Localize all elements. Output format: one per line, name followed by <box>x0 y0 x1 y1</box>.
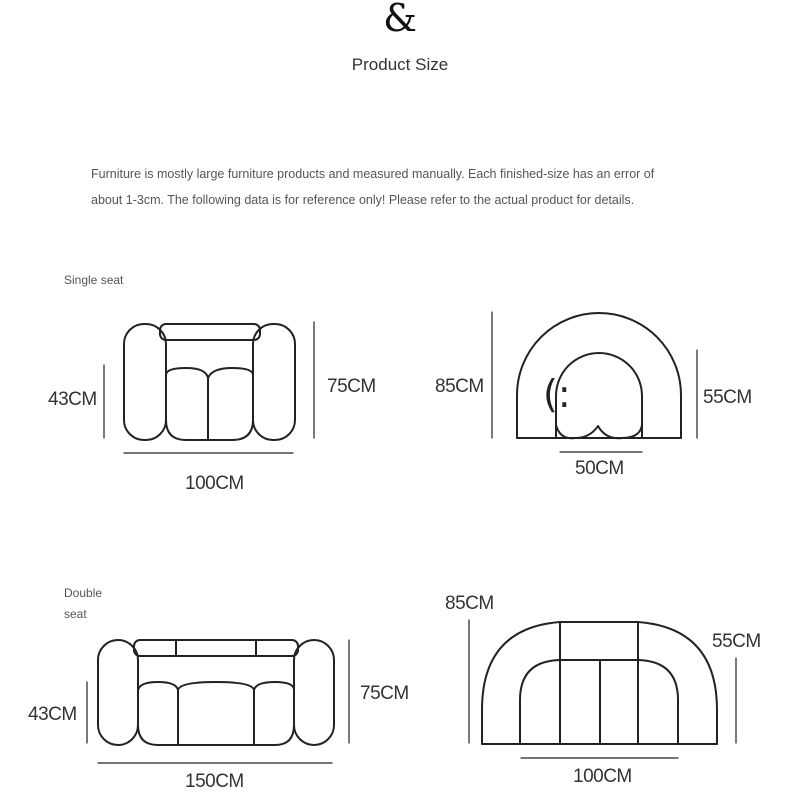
disclaimer-line-1: Furniture is mostly large furniture products and measured manually. Each finished-size has an error of <box>91 167 655 181</box>
ampersand-heading: & <box>383 0 417 40</box>
single-front-height: 75CM <box>327 376 376 397</box>
single-front-width: 100CM <box>185 473 244 494</box>
double-seat-label-line1: Double <box>64 586 103 600</box>
single-front-view-drawing <box>124 324 295 440</box>
single-side-height: 85CM <box>435 376 484 397</box>
single-side-view-drawing <box>517 313 681 438</box>
double-side-height: 85CM <box>445 593 494 614</box>
double-side-depth: 100CM <box>573 766 632 787</box>
disclaimer-line-2: about 1-3cm. The following data is for reference only! Please refer to the actual product for details. <box>91 193 635 207</box>
single-side-depth: 50CM <box>575 458 624 479</box>
single-side-seat-height: 55CM <box>703 387 752 408</box>
double-side-seat-height: 55CM <box>712 631 761 652</box>
double-front-width: 150CM <box>185 771 244 792</box>
double-front-height: 75CM <box>360 683 409 704</box>
single-seat-label: Single seat <box>64 273 124 287</box>
double-front-seat-height: 43CM <box>28 704 77 725</box>
single-front-seat-height: 43CM <box>48 389 97 410</box>
double-front-view-drawing <box>98 640 334 745</box>
double-seat-label-line2: seat <box>64 607 87 621</box>
double-side-view-drawing <box>482 622 717 744</box>
single-side-mark: (: <box>543 372 571 416</box>
page-title: Product Size <box>351 55 449 74</box>
